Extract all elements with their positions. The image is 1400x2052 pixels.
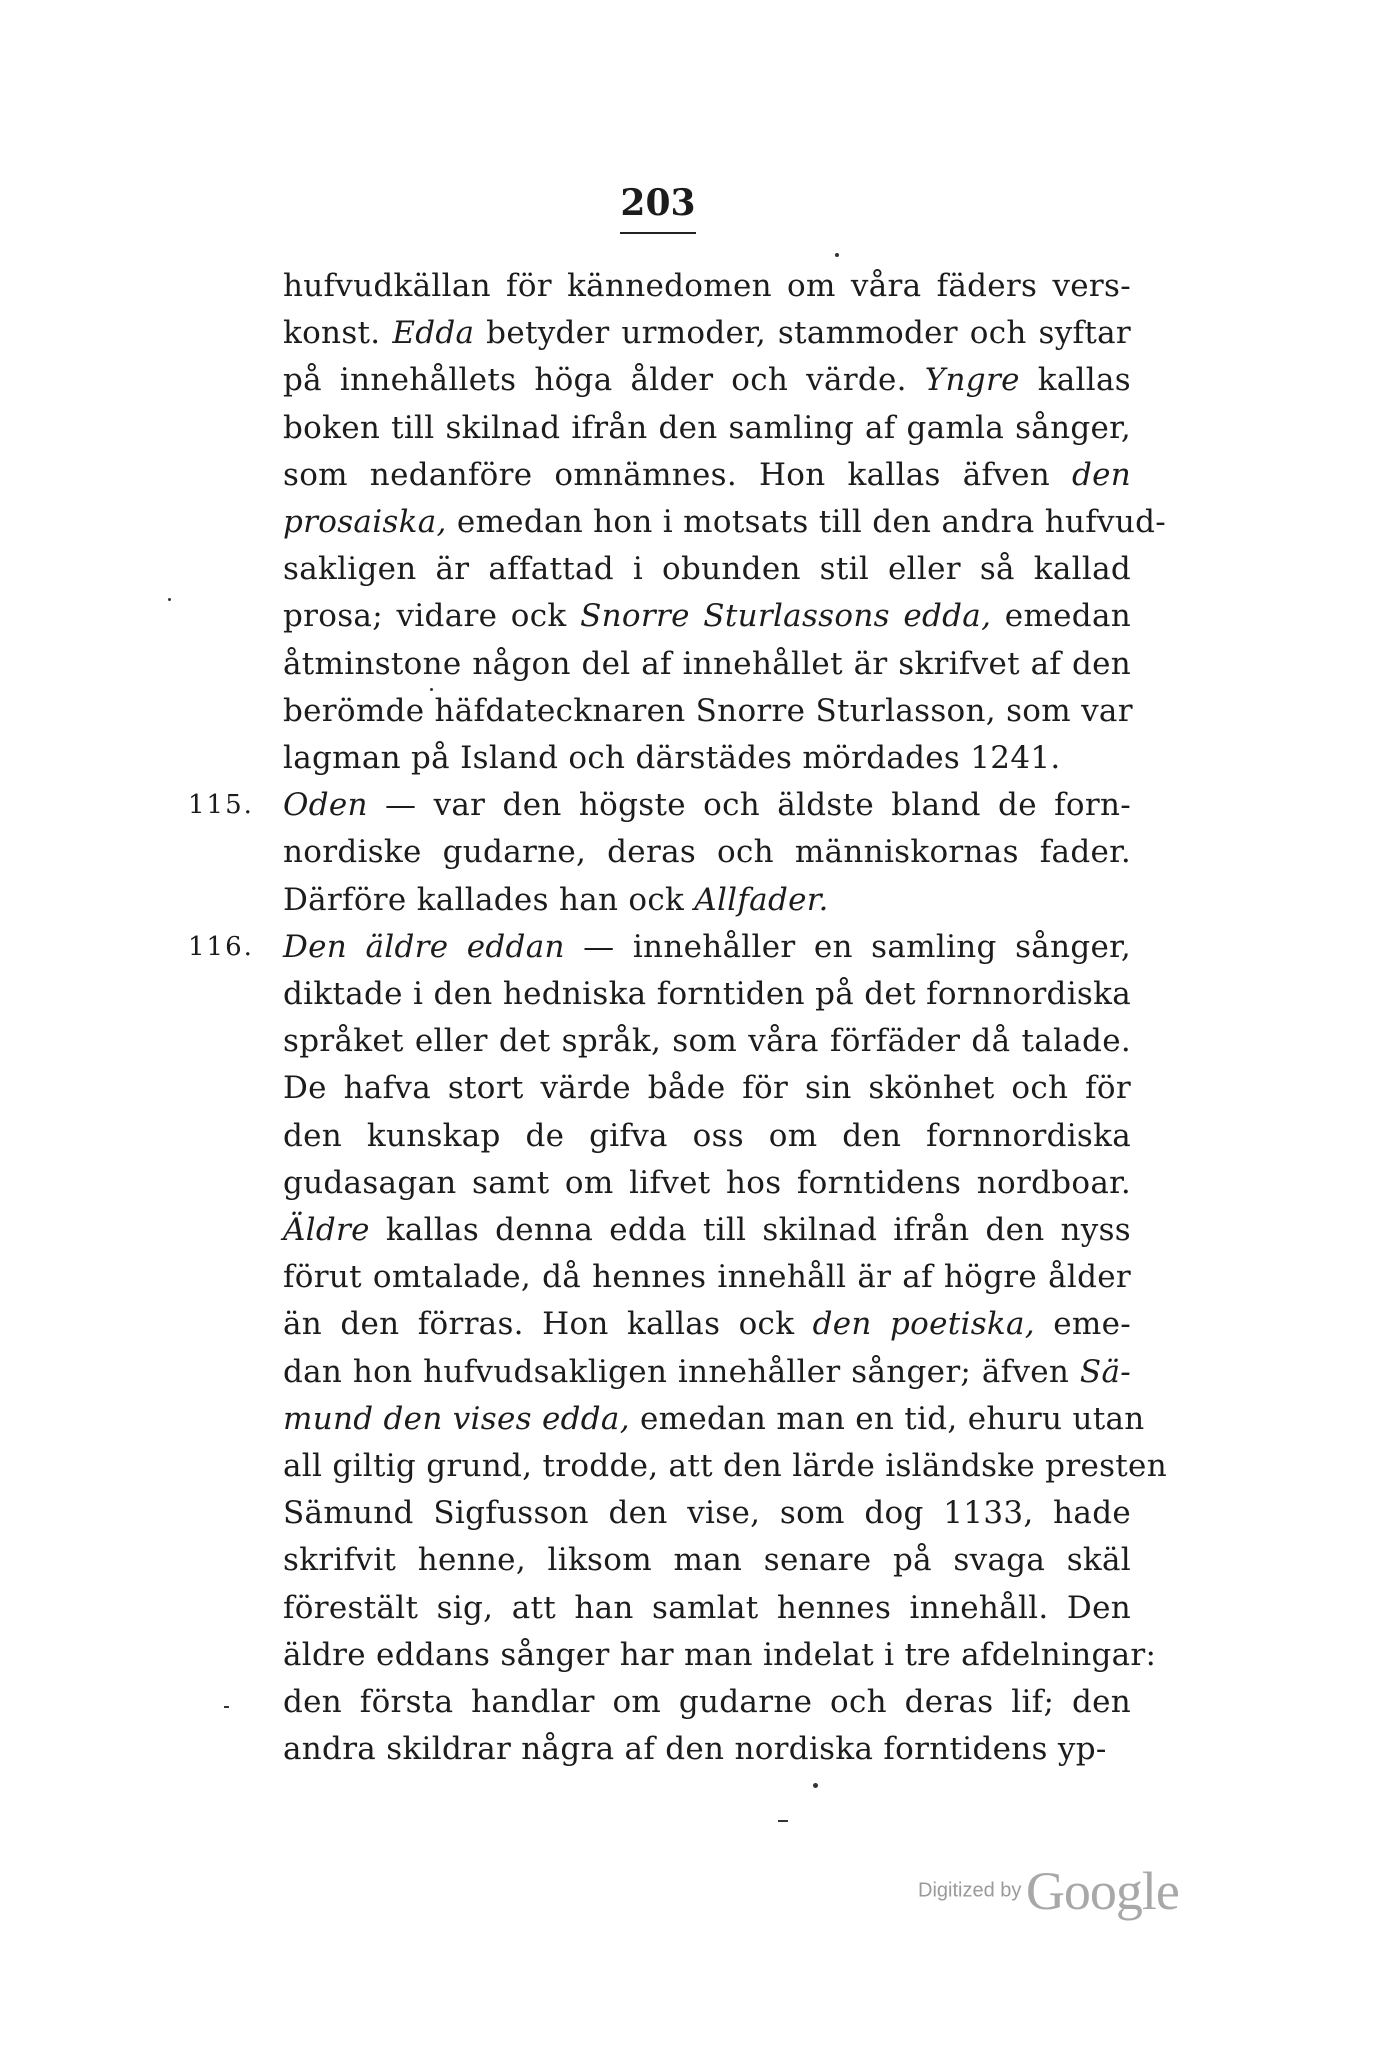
watermark-prefix: Digitized by bbox=[918, 1879, 1022, 1902]
text-line: den första handlar om gudarne och deras lif; den bbox=[283, 1684, 1131, 1720]
text-line: Äldre kallas denna edda till skilnad ifrån den nyss bbox=[283, 1212, 1131, 1248]
page-number: 203 bbox=[620, 182, 696, 234]
text-line: förut omtalade, då hennes innehåll är af högre ålder bbox=[283, 1259, 1131, 1295]
text-line: åtminstone någon del af innehållet är skrifvet af den bbox=[283, 646, 1131, 682]
text-line: Oden — var den högste och äldste bland de forn- bbox=[283, 787, 1131, 823]
text-line: på innehållets höga ålder och värde. Yngre kallas bbox=[283, 362, 1131, 398]
scan-speck bbox=[778, 1820, 788, 1822]
scan-speck bbox=[168, 598, 171, 601]
text-line: äldre eddans sånger har man indelat i tre afdelningar: bbox=[283, 1637, 1157, 1673]
section-number: 115. bbox=[188, 790, 254, 820]
text-line: sakligen är affattad i obunden stil eller så kallad bbox=[283, 551, 1131, 587]
text-line: Sämund Sigfusson den vise, som dog 1133, hade bbox=[283, 1495, 1131, 1531]
text-line: Den äldre eddan — innehåller en samling sånger, bbox=[283, 929, 1131, 965]
scan-speck bbox=[430, 688, 433, 691]
text-line: den kunskap de gifva oss om den fornnordiska bbox=[283, 1118, 1131, 1154]
text-line: nordiske gudarne, deras och människornas fader. bbox=[283, 834, 1131, 870]
text-line: språket eller det språk, som våra förfäder då talade. bbox=[283, 1023, 1131, 1059]
text-line: som nedanföre omnämnes. Hon kallas äfven den bbox=[283, 457, 1131, 493]
text-line: andra skildrar några af den nordiska forntidens yp- bbox=[283, 1731, 1107, 1767]
scan-speck bbox=[835, 253, 839, 257]
text-line: hufvudkällan för kännedomen om våra fäders vers- bbox=[283, 268, 1131, 304]
text-line: än den förras. Hon kallas ock den poetiska, eme- bbox=[283, 1306, 1131, 1342]
text-line: konst. Edda betyder urmoder, stammoder och syftar bbox=[283, 315, 1131, 351]
text-line: förestält sig, att han samlat hennes innehåll. Den bbox=[283, 1590, 1131, 1626]
text-line: berömde häfdatecknaren Snorre Sturlasson, som var bbox=[283, 693, 1133, 729]
text-line: diktade i den hedniska forntiden på det fornnordiska bbox=[283, 976, 1131, 1012]
text-line: boken till skilnad ifrån den samling af gamla sånger, bbox=[283, 410, 1131, 446]
text-line: Därföre kallades han ock Allfader. bbox=[283, 882, 829, 918]
watermark-brand: Google bbox=[1025, 1861, 1179, 1921]
text-line: skrifvit henne, liksom man senare på svaga skäl bbox=[283, 1542, 1131, 1578]
text-line: prosa; vidare ock Snorre Sturlassons edda, emedan bbox=[283, 598, 1131, 634]
text-line: lagman på Island och därstädes mördades 1241. bbox=[283, 740, 1061, 776]
section-number: 116. bbox=[188, 932, 254, 962]
text-line: prosaiska, emedan hon i motsats till den andra hufvud- bbox=[283, 504, 1167, 540]
text-line: gudasagan samt om lifvet hos forntidens nordboar. bbox=[283, 1165, 1131, 1201]
text-line: dan hon hufvudsakligen innehåller sånger; äfven Sä- bbox=[283, 1354, 1131, 1390]
text-line: all giltig grund, trodde, att den lärde isländske presten bbox=[283, 1448, 1167, 1484]
text-line: mund den vises edda, emedan man en tid, ehuru utan bbox=[283, 1401, 1145, 1437]
digitized-by-watermark bbox=[918, 1860, 1179, 1920]
scan-speck bbox=[224, 1706, 229, 1708]
text-line: De hafva stort värde både för sin skönhet och för bbox=[283, 1070, 1131, 1106]
scan-speck bbox=[813, 1783, 818, 1788]
